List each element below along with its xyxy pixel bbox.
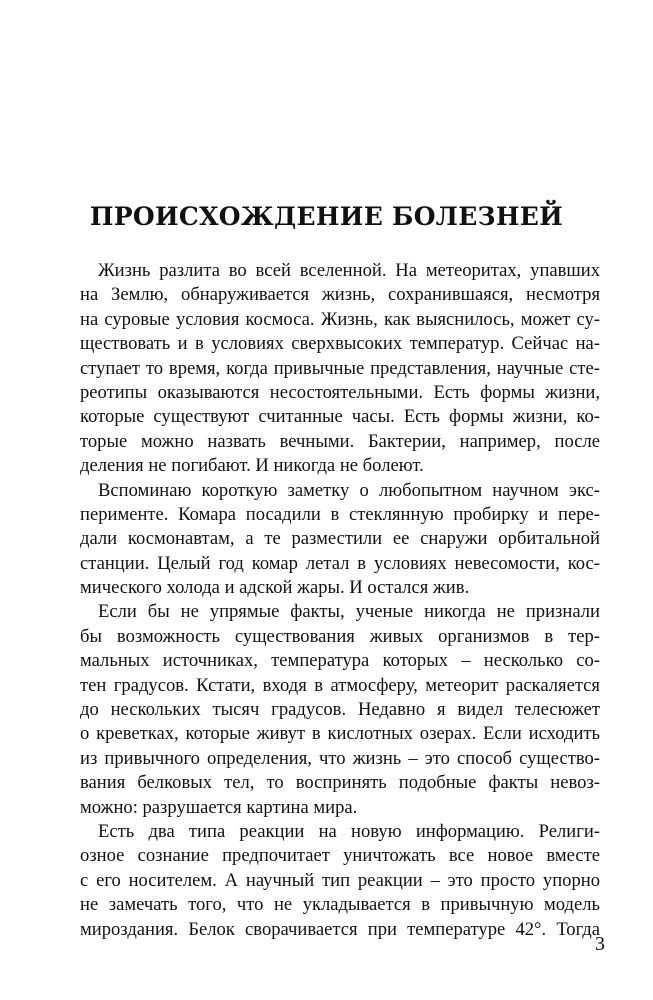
text-line: мироздания. Белок сворачивается при температуре 42°. Тогда [80, 918, 600, 940]
text-line: мического холода и адской жары. И остался жив. [80, 577, 470, 599]
text-line: не замечать того, что не укладывается в привычную модель [80, 894, 600, 916]
text-line: реотипы оказываются несостоятельными. Есть формы жизни, [80, 381, 600, 403]
text-line: на суровые условия космоса. Жизнь, как выяснилось, может су- [80, 308, 600, 330]
text-line: озное сознание предпочитает уничтожать все новое вместе [80, 845, 600, 867]
text-line: дали космонавтам, а те разместили ее снаружи орбитальной [80, 528, 600, 550]
text-line: бы возможность существования живых организмов в тер- [80, 625, 600, 647]
text-line: Вспоминаю короткую заметку о любопытном научном экс- [98, 479, 600, 501]
text-line: ступает то время, когда привычные представления, научные сте- [80, 357, 600, 379]
paragraph-4 [80, 820, 600, 942]
text-line: ществовать и в условиях сверхвысоких температур. Сейчас на- [80, 333, 600, 355]
text-line: из привычного определения, что жизнь – это способ существо- [80, 747, 600, 769]
paragraph-2 [80, 479, 600, 601]
chapter-title: ПРОИСХОЖДЕНИЕ БОЛЕЗНЕЙ [89, 202, 564, 231]
page-number: 3 [595, 933, 605, 955]
paragraph-1 [80, 259, 600, 479]
text-line: станции. Целый год комар летал в условиях невесомости, кос- [80, 552, 600, 574]
text-line: торые можно назвать вечными. Бактерии, например, после [80, 430, 600, 452]
text-line: о креветках, которые живут в кислотных озерах. Если исходить [80, 723, 600, 745]
text-line: до нескольких тысяч градусов. Недавно я видел телесюжет [80, 699, 600, 721]
text-line: на Землю, обнаруживается жизнь, сохранившаяся, несмотря [80, 284, 600, 306]
text-line: мальных источниках, температура которых – несколько со- [80, 650, 600, 672]
text-line: перименте. Комара посадили в стеклянную пробирку и пере- [80, 503, 600, 525]
text-line: деления не погибают. И никогда не болеют. [80, 455, 424, 477]
paragraph-3 [80, 600, 600, 820]
text-line: с его носителем. А научный тип реакции – это просто упорно [80, 869, 600, 891]
text-line: которые существуют считанные часы. Есть формы жизни, ко- [80, 406, 600, 428]
text-line: можно: разрушается картина мира. [80, 796, 358, 818]
text-line: тен градусов. Кстати, входя в атмосферу, метеорит раскаляется [80, 674, 600, 696]
text-line: вания белковых тел, то воспринять подобные факты невоз- [80, 772, 600, 794]
text-line: Есть два типа реакции на новую информацию. Религи- [98, 820, 600, 842]
text-line: Если бы не упрямые факты, ученые никогда не признали [98, 601, 600, 623]
body-text [80, 259, 600, 942]
text-line: Жизнь разлита во всей вселенной. На метеоритах, упавших [98, 260, 600, 281]
